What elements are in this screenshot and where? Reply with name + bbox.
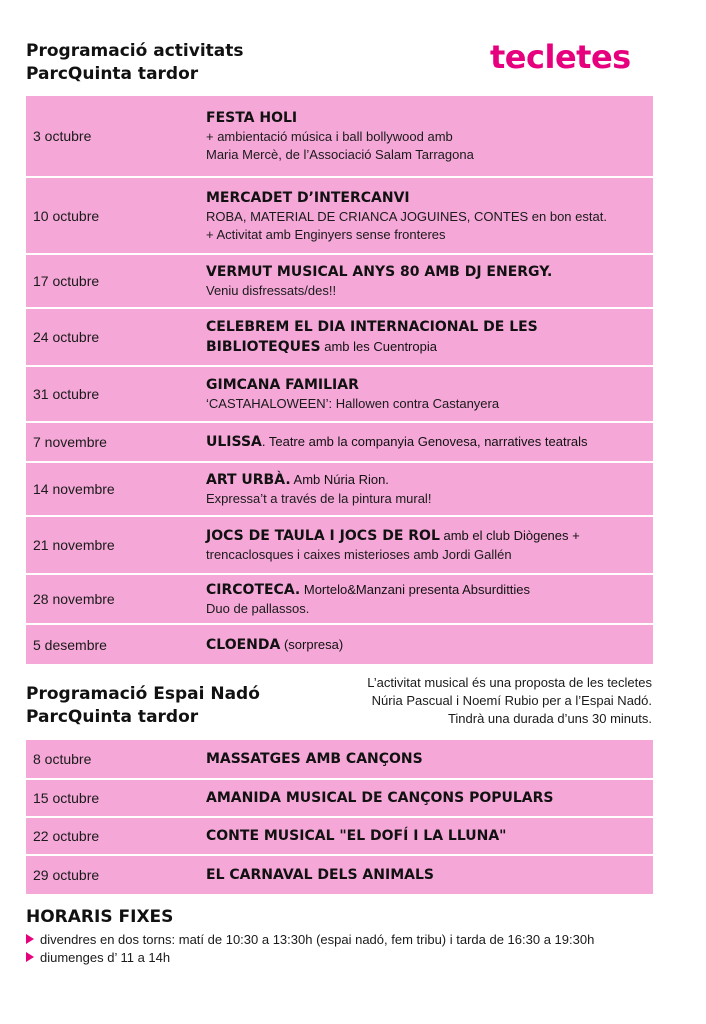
row-line: Maria Mercè, de l’Associació Salam Tarragona [206, 147, 474, 162]
nado-title-line-1: Programació Espai Nadó [26, 684, 260, 704]
row-date: 14 novembre [33, 481, 115, 497]
table-row [26, 96, 653, 176]
row-description [206, 856, 647, 894]
row-date: 5 desembre [33, 636, 107, 653]
row-title-part: BIBLIOTEQUES [206, 339, 321, 355]
row-line: Expressa’t a través de la pintura mural! [206, 491, 432, 506]
row-description [206, 178, 647, 253]
row-title-continued [206, 337, 647, 357]
title-line-2: ParcQuinta tardor [26, 64, 199, 84]
table-row [26, 623, 653, 664]
row-description [206, 575, 647, 623]
row-description [206, 818, 647, 854]
row-date: 22 octubre [33, 828, 100, 844]
note-line: Núria Pascual i Noemí Rubio per a l’Espai Nadó. [371, 693, 652, 708]
row-description [206, 463, 647, 515]
nado-title-line-2: ParcQuinta tardor [26, 707, 199, 727]
table-row [26, 740, 653, 778]
tecletes-logo: tecletes [490, 38, 631, 76]
row-inline-text: amb el club Diògenes + [439, 528, 580, 543]
row-description [206, 780, 647, 816]
hours-text: divendres en dos torns: matí de 10:30 a 13:30h (espai nadó, fem tribu) i tarda de 16:30 a 19:30h [40, 931, 595, 947]
row-date: 15 octubre [33, 790, 100, 806]
row-line: + Activitat amb Enginyers sense fronteres [206, 226, 446, 242]
triangle-bullet-icon [26, 952, 34, 962]
note-line: L’activitat musical és una proposta de les tecletes [367, 675, 652, 690]
row-inline-text: (sorpresa) [280, 636, 344, 652]
table-row [26, 176, 653, 253]
row-title-line [206, 432, 647, 452]
row-title: JOCS DE TAULA I JOCS DE ROL [206, 528, 440, 544]
row-title-line [206, 580, 647, 600]
page-title [26, 40, 244, 86]
row-inline-text: Amb Núria Rion. [290, 472, 389, 487]
nado-table [26, 740, 653, 894]
row-description [206, 740, 647, 778]
row-line: + ambientació música i ball bollywood amb [206, 129, 453, 144]
row-date: 7 novembre [33, 434, 107, 450]
hours-title: HORARIS FIXES [26, 907, 174, 927]
row-title-line [206, 470, 647, 490]
row-inline-text: Mortelo&Manzani presenta Absurditties [300, 582, 531, 597]
row-title: ART URBÀ. [206, 472, 291, 488]
table-row [26, 365, 653, 421]
row-title: CONTE MUSICAL "EL DOFÍ I LA LLUNA" [206, 828, 507, 844]
row-description [206, 625, 647, 664]
row-date: 3 octubre [33, 128, 92, 144]
row-title: CIRCOTECA. [206, 582, 301, 598]
row-title: ULISSA [206, 434, 262, 450]
table-row [26, 816, 653, 854]
row-title: MASSATGES AMB CANÇONS [206, 751, 423, 767]
title-line-1: Programació activitats [26, 41, 244, 61]
nado-note [300, 674, 652, 728]
row-date: 21 novembre [33, 537, 115, 553]
row-date: 24 octubre [33, 329, 100, 345]
row-title: GIMCANA FAMILIAR [206, 377, 359, 393]
row-title-line [206, 635, 647, 655]
row-line: ROBA, MATERIAL DE CRIANCA JOGUINES, CONTES en bon estat. [206, 208, 607, 224]
table-row [26, 461, 653, 515]
list-item [26, 948, 594, 966]
row-title: MERCADET D’INTERCANVI [206, 189, 410, 206]
row-title: AMANIDA MUSICAL DE CANÇONS POPULARS [206, 790, 554, 806]
row-inline-text: . Teatre amb la companyia Genovesa, narratives teatrals [261, 434, 588, 449]
list-item [26, 930, 594, 948]
activities-table [26, 96, 653, 664]
row-line: Veniu disfressats/des!! [206, 283, 337, 298]
table-row [26, 253, 653, 307]
row-line: ‘CASTAHALOWEEN’: Hallowen contra Castanyera [206, 396, 500, 411]
row-line: trencaclosques i caixes misterioses amb Jordi Gallén [206, 547, 512, 562]
table-row [26, 778, 653, 816]
row-title: CELEBREM EL DIA INTERNACIONAL DE LES [206, 319, 538, 335]
nado-title [26, 683, 260, 729]
row-description [206, 517, 647, 573]
row-date: 8 octubre [33, 751, 92, 767]
row-date: 29 octubre [33, 867, 100, 883]
table-row [26, 854, 653, 894]
table-row [26, 307, 653, 365]
table-row [26, 421, 653, 461]
row-description [206, 255, 647, 307]
row-description [206, 96, 647, 176]
row-inline-text: amb les Cuentropia [320, 339, 437, 354]
row-description [206, 367, 647, 421]
hours-text: diumenges d’ 11 a 14h [40, 949, 171, 965]
row-date: 31 octubre [33, 386, 100, 402]
row-title: CLOENDA [206, 636, 281, 653]
table-row [26, 573, 653, 623]
row-title-line [206, 526, 647, 546]
row-title: EL CARNAVAL DELS ANIMALS [206, 867, 434, 883]
row-title: FESTA HOLI [206, 110, 298, 126]
table-row [26, 515, 653, 573]
row-line: Duo de pallassos. [206, 601, 310, 616]
triangle-bullet-icon [26, 934, 34, 944]
row-date: 10 octubre [33, 207, 100, 224]
row-date: 28 novembre [33, 591, 115, 607]
note-line: Tindrà una durada d’uns 30 minuts. [447, 711, 652, 726]
hours-list [26, 930, 594, 966]
row-date: 17 octubre [33, 273, 100, 289]
row-description [206, 309, 647, 365]
row-description [206, 423, 647, 461]
row-title: VERMUT MUSICAL ANYS 80 AMB DJ ENERGY. [206, 264, 553, 280]
